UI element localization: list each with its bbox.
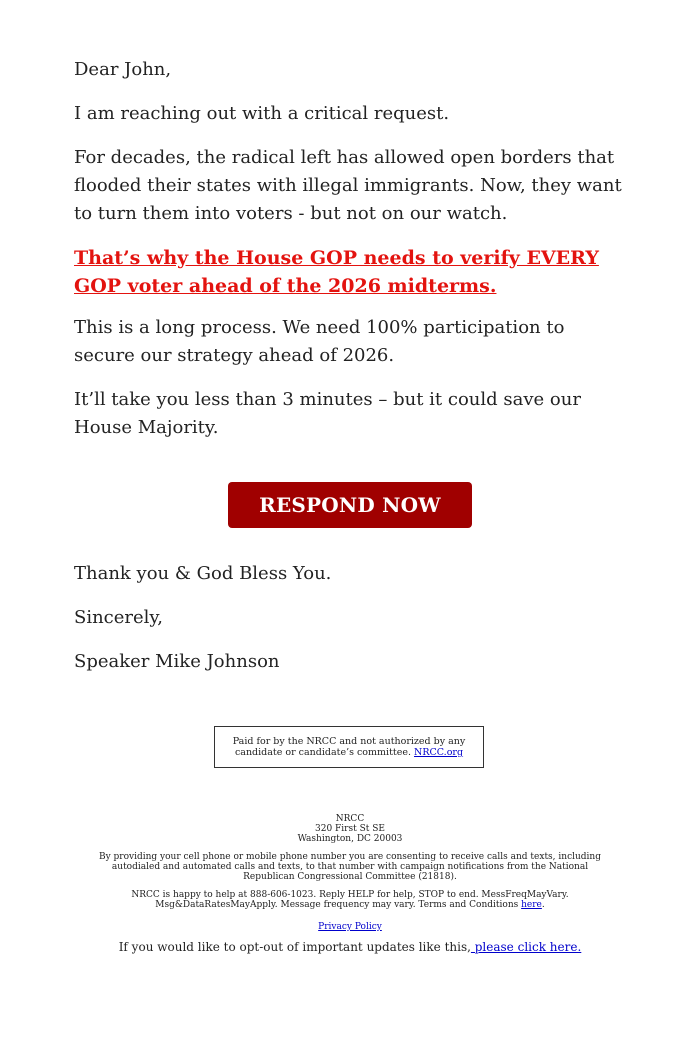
help-text: NRCC is happy to help at 888-606-1023. Reply HELP for help, STOP to end. MessFreqMayVary. Msg&DataRatesMayApply. Message frequency may vary. Terms and Conditions (131, 890, 569, 910)
letter-body (74, 56, 630, 458)
disclaimer-text: Paid for by the NRCC and not authorized by any candidate or candidate’s committee. (232, 736, 466, 758)
signature: Speaker Mike Johnson (74, 651, 280, 672)
optout-text: If you would like to opt-out of important updates like this, (118, 940, 471, 954)
nrcc-link[interactable]: NRCC.org (414, 747, 464, 758)
optout-link[interactable]: please click here. (470, 940, 582, 954)
privacy-policy-link[interactable]: Privacy Policy (318, 922, 382, 932)
time-paragraph: It’ll take you less than 3 minutes – but it could save our House Majority. (74, 389, 581, 438)
address-block (90, 814, 610, 844)
org-name: NRCC (335, 814, 365, 824)
consent-text: By providing your cell phone or mobile phone number you are consenting to receive calls and texts, including autodialed and automated calls and texts, to that number with campaign notifications from the National Republican Congressional Committee (21818). (98, 852, 601, 882)
street-address: 320 First St SE (315, 824, 385, 834)
city-address: Washington, DC 20003 (297, 834, 403, 844)
help-block: NRCC is happy to help at 888-606-1023. Reply HELP for help, STOP to end. MessFreqMayVary. Msg&DataRatesMayApply. Message frequency may vary. Terms and Conditions here. (131, 890, 569, 910)
closing-line: Sincerely, (74, 607, 163, 628)
borders-paragraph: For decades, the radical left has allowed open borders that flooded their states with illegal immigrants. Now, they want to turn them into voters - but not on our watch. (74, 147, 622, 224)
greeting: Dear John, (74, 59, 172, 80)
footer (90, 814, 610, 954)
paid-for-disclaimer (214, 726, 484, 768)
headline-link[interactable]: That’s why the House GOP needs to verify EVERY GOP voter ahead of the 2026 midterms. (74, 247, 599, 297)
cta-container (0, 482, 700, 562)
process-paragraph: This is a long process. We need 100% participation to secure our strategy ahead of 2026. (74, 317, 565, 366)
terms-here-link[interactable]: here (521, 900, 542, 910)
signoff (74, 560, 630, 692)
optout-line (90, 940, 610, 954)
intro-paragraph: I am reaching out with a critical request. (74, 103, 450, 124)
privacy-block (90, 922, 610, 932)
thanks-line: Thank you & God Bless You. (74, 563, 332, 584)
respond-now-button[interactable]: RESPOND NOW >> (228, 482, 472, 528)
